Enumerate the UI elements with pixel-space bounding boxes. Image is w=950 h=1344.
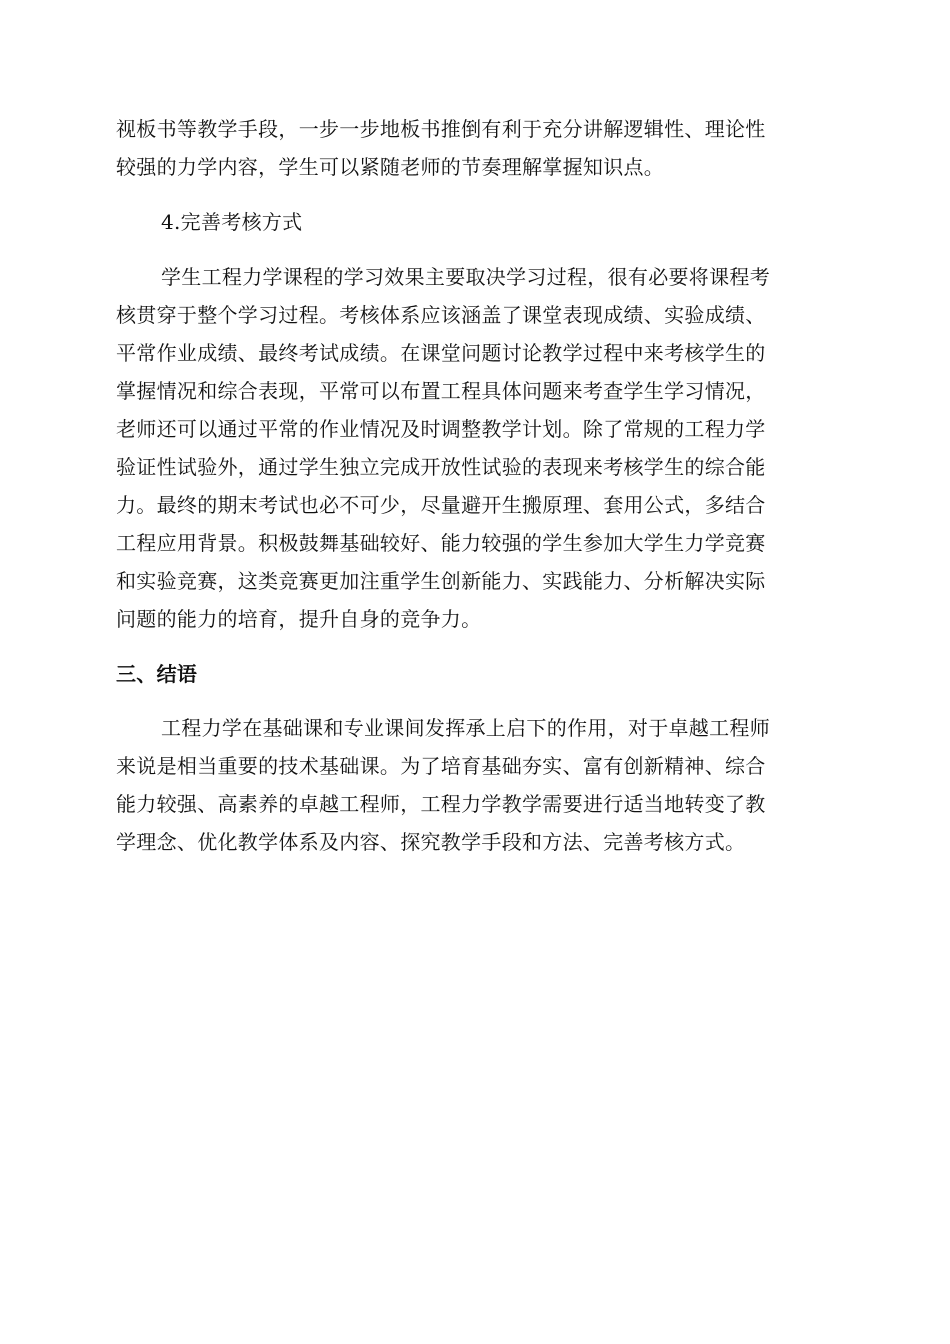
paragraph1-line1: 视板书等教学手段，一步一步地板书推倒有利于充分讲解逻辑性、理论性 [116,117,766,141]
paragraph2-line4: 掌握情况和综合表现，平常可以布置工程具体问题来考查学生学习情况， [116,379,766,403]
paragraph2-line8: 工程应用背景。积极鼓舞基础较好、能力较强的学生参加大学生力学竞赛 [116,531,766,555]
paragraph2-line3: 平常作业成绩、最终考试成绩。在课堂问题讨论教学过程中来考核学生的 [116,341,766,365]
subheading-4: 4.完善考核方式 [161,210,303,234]
paragraph3-line1: 工程力学在基础课和专业课间发挥承上启下的作用，对于卓越工程师 [161,716,770,740]
paragraph2-line10: 问题的能力的培育，提升自身的竞争力。 [116,607,482,631]
paragraph3-line4: 学理念、优化教学体系及内容、探究教学手段和方法、完善考核方式。 [116,830,746,854]
paragraph2-line5: 老师还可以通过平常的作业情况及时调整教学计划。除了常规的工程力学 [116,417,766,441]
paragraph2-line7: 力。最终的期末考试也必不可少，尽量避开生搬原理、套用公式，多结合 [116,493,766,517]
paragraph2-line1: 学生工程力学课程的学习效果主要取决学习过程，很有必要将课程考 [161,265,770,289]
paragraph2-line2: 核贯穿于整个学习过程。考核体系应该涵盖了课堂表现成绩、实验成绩、 [116,303,766,327]
paragraph2-line9: 和实验竞赛，这类竞赛更加注重学生创新能力、实践能力、分析解决实际 [116,569,766,593]
paragraph3-line2: 来说是相当重要的技术基础课。为了培育基础夯实、富有创新精神、综合 [116,754,766,778]
paragraph2-line6: 验证性试验外，通过学生独立完成开放性试验的表现来考核学生的综合能 [116,455,766,479]
paragraph3-line3: 能力较强、高素养的卓越工程师，工程力学教学需要进行适当地转变了教 [116,792,766,816]
paragraph1-line2: 较强的力学内容，学生可以紧随老师的节奏理解掌握知识点。 [116,155,665,179]
section-heading-conclusion: 三、结语 [116,662,198,686]
